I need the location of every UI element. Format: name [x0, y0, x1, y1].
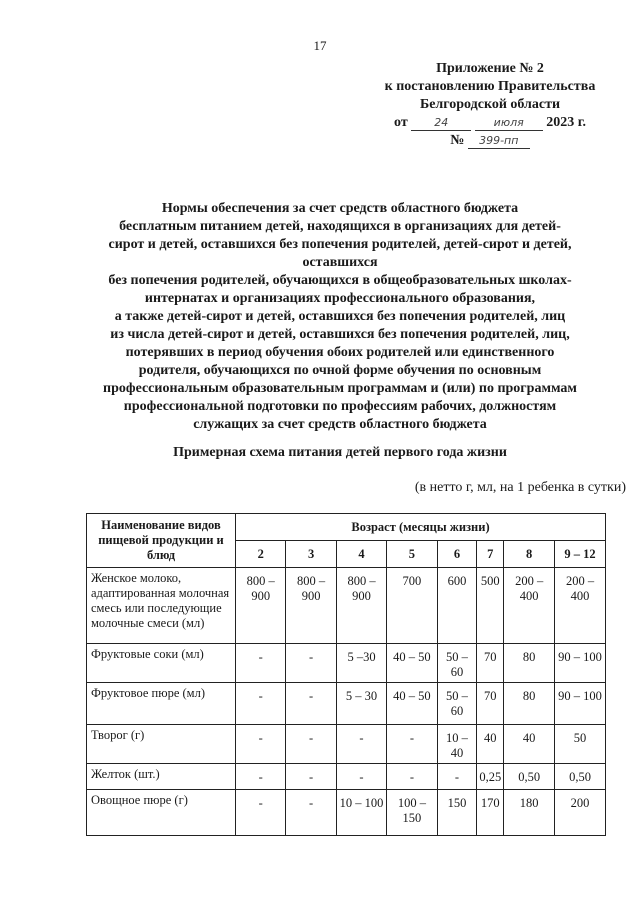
date-prefix: от — [394, 115, 408, 130]
norm-value-cell: 40 — [477, 725, 504, 764]
appendix-header — [360, 60, 620, 150]
norm-value-cell: 40 — [504, 725, 555, 764]
title-line: бесплатным питанием детей, находящихся в организациях для детей- — [119, 219, 561, 234]
norm-value-cell: 800 – 900 — [336, 568, 386, 644]
norm-value-cell: - — [236, 683, 286, 725]
title-line: интернатах и организациях профессионального образования, — [144, 291, 536, 306]
table-row — [87, 644, 606, 683]
norm-value-cell: - — [387, 725, 437, 764]
norm-value-cell: 200 — [555, 790, 606, 836]
norm-value-cell: 150 — [437, 790, 477, 836]
norm-value-cell: 170 — [477, 790, 504, 836]
age-header-cell: 9 – 12 — [555, 541, 606, 568]
norm-value-cell: - — [286, 764, 336, 790]
norm-value-cell: 5 – 30 — [336, 683, 386, 725]
number-prefix: № — [450, 133, 465, 148]
norm-value-cell: 50 – 60 — [437, 683, 477, 725]
norm-value-cell: 200 – 400 — [555, 568, 606, 644]
title-line: без попечения родителей, обучающихся в общеобразовательных школах- — [108, 273, 572, 288]
norm-value-cell: - — [236, 644, 286, 683]
norm-value-cell: 800 – 900 — [286, 568, 336, 644]
table-row — [87, 764, 606, 790]
age-header-cell: 7 — [477, 541, 504, 568]
norm-value-cell: - — [336, 764, 386, 790]
norm-value-cell: 90 – 100 — [555, 683, 606, 725]
norm-value-cell: 40 – 50 — [387, 644, 437, 683]
norm-value-cell: 50 – 60 — [437, 644, 477, 683]
title-line: профессиональной подготовки по профессиям рабочих, должностям — [123, 399, 557, 414]
norm-value-cell: 70 — [477, 644, 504, 683]
units-note: (в нетто г, мл, на 1 ребенка в сутки) — [414, 480, 626, 495]
norm-value-cell: - — [286, 644, 336, 683]
norm-value-cell: - — [236, 764, 286, 790]
date-month: июля — [475, 116, 543, 131]
title-line: оставшихся — [302, 255, 378, 270]
title-line: а также детей-сирот и детей, оставшихся без попечения родителей, лиц — [114, 309, 566, 324]
norm-value-cell: - — [437, 764, 477, 790]
norm-value-cell: - — [236, 790, 286, 836]
age-header-cell: 3 — [286, 541, 336, 568]
norm-value-cell: 80 — [504, 644, 555, 683]
name-column-header: Наименование видов пищевой продукции и блюд — [87, 514, 236, 568]
table-row — [87, 725, 606, 764]
norm-value-cell: 800 – 900 — [236, 568, 286, 644]
norm-value-cell: 5 –30 — [336, 644, 386, 683]
age-header-cell: 6 — [437, 541, 477, 568]
norm-value-cell: 200 – 400 — [504, 568, 555, 644]
title-line: профессиональным образовательным программам и (или) по программам — [103, 381, 577, 396]
norm-value-cell: 180 — [504, 790, 555, 836]
norm-value-cell: - — [286, 683, 336, 725]
norm-value-cell: 0,50 — [504, 764, 555, 790]
table-row — [87, 790, 606, 836]
product-name-cell: Фруктовые соки (мл) — [87, 644, 236, 683]
decree-number: 399-пп — [468, 134, 530, 149]
norm-value-cell: 50 — [555, 725, 606, 764]
norm-value-cell: 700 — [387, 568, 437, 644]
appendix-title: Приложение № 2 — [436, 61, 544, 76]
table-row — [87, 683, 606, 725]
date-year: 2023 г. — [546, 115, 586, 130]
norm-value-cell: 40 – 50 — [387, 683, 437, 725]
age-column-header: Возраст (месяцы жизни) — [236, 514, 606, 541]
table-body — [87, 568, 606, 836]
norm-value-cell: 0,50 — [555, 764, 606, 790]
norm-value-cell: - — [286, 790, 336, 836]
product-name-cell: Овощное пюре (г) — [87, 790, 236, 836]
norm-value-cell: - — [336, 725, 386, 764]
title-line: сирот и детей, оставшихся без попечения родителей, детей-сирот и детей, — [108, 237, 572, 252]
age-header-cell: 8 — [504, 541, 555, 568]
norm-value-cell: - — [387, 764, 437, 790]
title-line: служащих за счет средств областного бюджета — [193, 417, 487, 432]
norm-value-cell: 0,25 — [477, 764, 504, 790]
product-name-cell: Фруктовое пюре (мл) — [87, 683, 236, 725]
age-header-cell: 5 — [387, 541, 437, 568]
norm-value-cell: 500 — [477, 568, 504, 644]
norm-value-cell: - — [286, 725, 336, 764]
table-row — [87, 568, 606, 644]
date-day: 24 — [411, 116, 471, 131]
product-name-cell: Желток (шт.) — [87, 764, 236, 790]
appendix-decree: к постановлению Правительства — [384, 79, 596, 94]
age-header-cell: 2 — [236, 541, 286, 568]
appendix-number — [360, 132, 620, 150]
feeding-scheme-subtitle: Примерная схема питания детей первого года жизни — [173, 445, 507, 460]
document-title — [60, 200, 620, 434]
product-name-cell: Женское молоко, адаптированная молочная смесь или последующие молочные смеси (мл) — [87, 568, 236, 644]
product-name-cell: Творог (г) — [87, 725, 236, 764]
title-line: из числа детей-сирот и детей, оставшихся без попечения родителей, лиц, — [110, 327, 570, 342]
norm-value-cell: 10 – 40 — [437, 725, 477, 764]
age-header-cell: 4 — [336, 541, 386, 568]
norm-value-cell: 100 – 150 — [387, 790, 437, 836]
appendix-date — [360, 114, 620, 132]
title-line: Нормы обеспечения за счет средств областного бюджета — [161, 201, 519, 216]
norm-value-cell: 90 – 100 — [555, 644, 606, 683]
norm-value-cell: 10 – 100 — [336, 790, 386, 836]
page-number: 17 — [313, 38, 327, 53]
appendix-region: Белгородской области — [419, 97, 561, 112]
title-line: потерявших в период обучения обоих родителей или единственного — [125, 345, 555, 360]
norm-value-cell: - — [236, 725, 286, 764]
feeding-norms-table — [86, 513, 606, 836]
norm-value-cell: 70 — [477, 683, 504, 725]
norm-value-cell: 600 — [437, 568, 477, 644]
norm-value-cell: 80 — [504, 683, 555, 725]
title-line: родителя, обучающихся по очной форме обучения по основным — [138, 363, 542, 378]
